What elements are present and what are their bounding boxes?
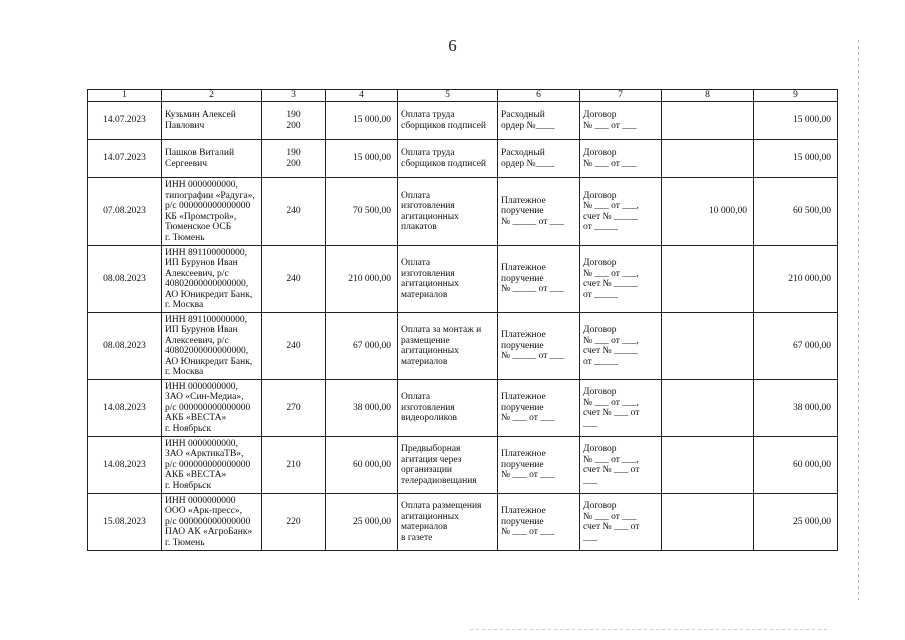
code-cell: 240: [262, 313, 326, 380]
code-cell: 240: [262, 178, 326, 246]
purpose-cell: Оплата труда сборщиков подписей: [398, 102, 498, 140]
code-cell: 210: [262, 437, 326, 494]
total-cell: 15 000,00: [754, 102, 838, 140]
column-header: 5: [398, 90, 498, 102]
sum-cell: 38 000,00: [326, 380, 398, 437]
code-cell: 190 200: [262, 102, 326, 140]
total-cell: 60 000,00: [754, 437, 838, 494]
column-header: 9: [754, 90, 838, 102]
table-row: [88, 380, 838, 437]
basis-cell: Договор № ___ от ___: [580, 140, 662, 178]
total-cell: 67 000,00: [754, 313, 838, 380]
basis-cell: Договор № ___ от ___, счет № _____ от _____: [580, 313, 662, 380]
purpose-cell: Предвыборная агитация через организации телерадиовещания: [398, 437, 498, 494]
date-cell: 07.08.2023: [88, 178, 162, 246]
total-cell: 210 000,00: [754, 246, 838, 313]
date-cell: 15.08.2023: [88, 494, 162, 551]
table-row: [88, 178, 838, 246]
scan-border-right: [858, 40, 859, 600]
sum-cell: 70 500,00: [326, 178, 398, 246]
purpose-cell: Оплата размещения агитационных материалов в газете: [398, 494, 498, 551]
payee-cell: ИНН 891100000000, ИП Бурунов Иван Алексеевич, р/с 40802000000000000, АО Юникредит Банк, г. Москва: [162, 313, 262, 380]
returned-cell: [662, 102, 754, 140]
date-cell: 14.08.2023: [88, 380, 162, 437]
returned-cell: [662, 140, 754, 178]
table-row: [88, 494, 838, 551]
table-row: [88, 140, 838, 178]
code-cell: 190 200: [262, 140, 326, 178]
table-row: [88, 313, 838, 380]
purpose-cell: Оплата труда сборщиков подписей: [398, 140, 498, 178]
basis-cell: Договор № ___ от ___ счет № ___ от ___: [580, 494, 662, 551]
page-number: 6: [448, 36, 457, 55]
total-cell: 15 000,00: [754, 140, 838, 178]
column-header: 2: [162, 90, 262, 102]
sum-cell: 210 000,00: [326, 246, 398, 313]
column-header: 4: [326, 90, 398, 102]
basis-cell: Договор № ___ от ___, счет № ___ от ___: [580, 380, 662, 437]
column-header: 8: [662, 90, 754, 102]
payment-doc-cell: Расходный ордер №____: [498, 102, 580, 140]
sum-cell: 15 000,00: [326, 140, 398, 178]
date-cell: 14.08.2023: [88, 437, 162, 494]
payee-cell: ИНН 0000000000, типографии «Радуга», р/с 000000000000000 КБ «Промстрой», Тюменское ОСБ г. Тюмень: [162, 178, 262, 246]
basis-cell: Договор № ___ от ___, счет № _____ от _____: [580, 178, 662, 246]
total-cell: 38 000,00: [754, 380, 838, 437]
purpose-cell: Оплата изготовления агитационных плакатов: [398, 178, 498, 246]
payment-doc-cell: Платежное поручение № ___ от ___: [498, 437, 580, 494]
returned-cell: [662, 494, 754, 551]
column-header: 7: [580, 90, 662, 102]
table-row: [88, 102, 838, 140]
payee-cell: ИНН 0000000000 ООО «Арк-пресс», р/с 000000000000000 ПАО АК «АгроБанк» г. Тюмень: [162, 494, 262, 551]
payee-cell: ИНН 891100000000, ИП Бурунов Иван Алексеевич, р/с 40802000000000000, АО Юникредит Банк, г. Москва: [162, 246, 262, 313]
code-cell: 220: [262, 494, 326, 551]
returned-cell: [662, 246, 754, 313]
sum-cell: 15 000,00: [326, 102, 398, 140]
payee-cell: Кузьмин Алексей Павлович: [162, 102, 262, 140]
basis-cell: Договор № ___ от ___: [580, 102, 662, 140]
payment-doc-cell: Платежное поручение № _____ от ___: [498, 178, 580, 246]
column-header: 3: [262, 90, 326, 102]
sum-cell: 60 000,00: [326, 437, 398, 494]
expenditure-table: [87, 89, 838, 551]
code-cell: 270: [262, 380, 326, 437]
payee-cell: ИНН 0000000000, ЗАО «Син-Медиа», р/с 000000000000000 АКБ «ВЕСТА» г. Ноябрьск: [162, 380, 262, 437]
table-row: [88, 246, 838, 313]
returned-cell: [662, 313, 754, 380]
payment-doc-cell: Расходный ордер №____: [498, 140, 580, 178]
date-cell: 08.08.2023: [88, 246, 162, 313]
basis-cell: Договор № ___ от ___, счет № ___ от ___: [580, 437, 662, 494]
table-row: [88, 437, 838, 494]
column-header: 6: [498, 90, 580, 102]
sum-cell: 25 000,00: [326, 494, 398, 551]
total-cell: 25 000,00: [754, 494, 838, 551]
returned-cell: [662, 380, 754, 437]
purpose-cell: Оплата изготовления агитационных материалов: [398, 246, 498, 313]
payment-doc-cell: Платежное поручение № ___ от ___: [498, 494, 580, 551]
column-number-row: [88, 90, 838, 102]
date-cell: 14.07.2023: [88, 102, 162, 140]
payment-doc-cell: Платежное поручение № _____ от ___: [498, 313, 580, 380]
basis-cell: Договор № ___ от ___, счет № _____ от _____: [580, 246, 662, 313]
payment-doc-cell: Платежное поручение № ___ от ___: [498, 380, 580, 437]
purpose-cell: Оплата изготовления видеороликов: [398, 380, 498, 437]
total-cell: 60 500,00: [754, 178, 838, 246]
code-cell: 240: [262, 246, 326, 313]
payee-cell: ИНН 0000000000, ЗАО «АрктикаТВ», р/с 000000000000000 АКБ «ВЕСТА» г. Ноябрьск: [162, 437, 262, 494]
date-cell: 14.07.2023: [88, 140, 162, 178]
sum-cell: 67 000,00: [326, 313, 398, 380]
scan-border-bottom: [470, 629, 830, 630]
column-header: 1: [88, 90, 162, 102]
purpose-cell: Оплата за монтаж и размещение агитационных материалов: [398, 313, 498, 380]
payee-cell: Пашков Виталий Сергеевич: [162, 140, 262, 178]
date-cell: 08.08.2023: [88, 313, 162, 380]
returned-cell: [662, 437, 754, 494]
payment-doc-cell: Платежное поручение № _____ от ___: [498, 246, 580, 313]
returned-cell: 10 000,00: [662, 178, 754, 246]
